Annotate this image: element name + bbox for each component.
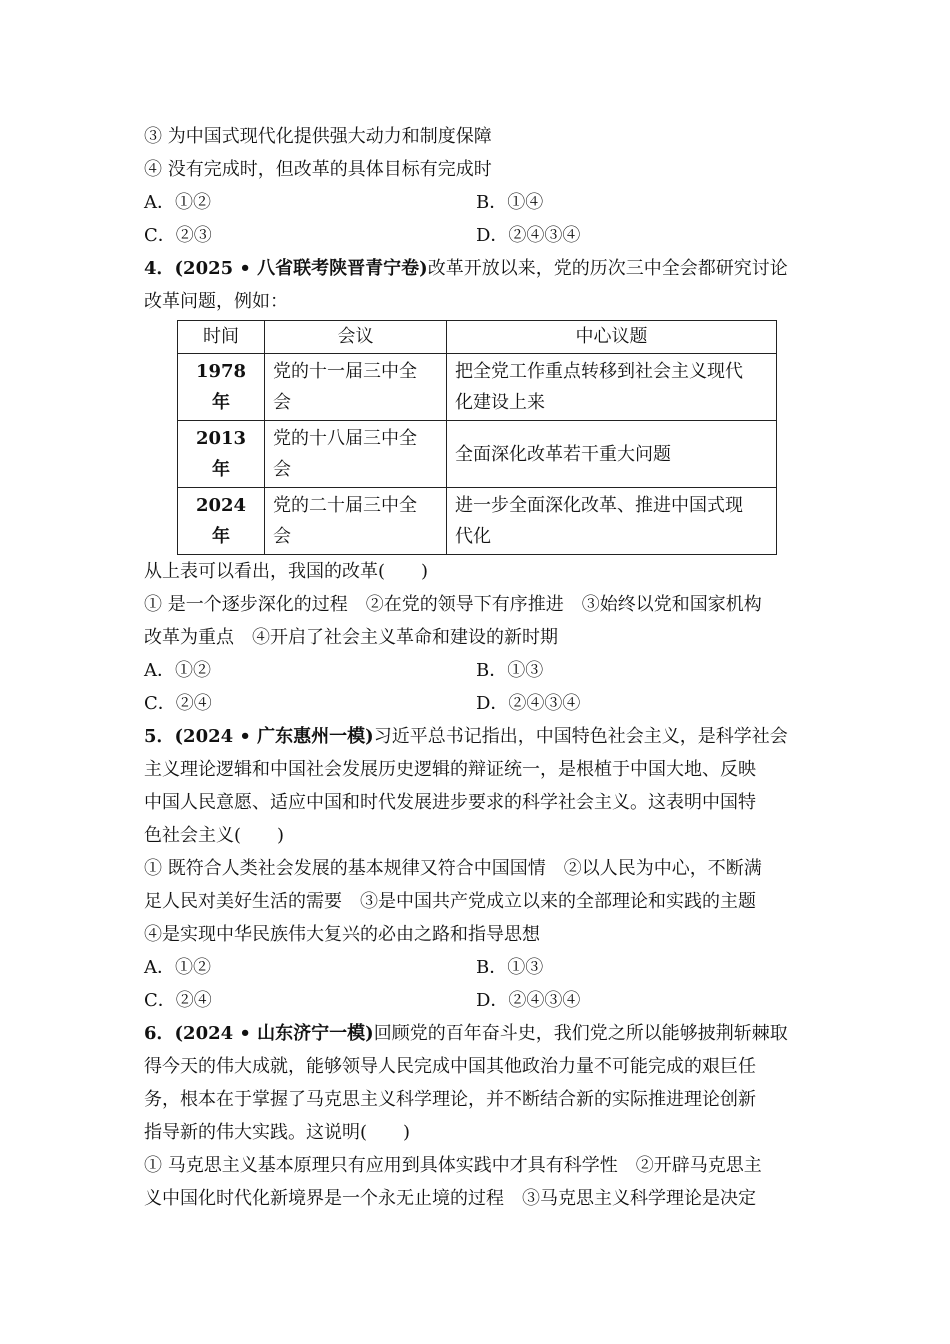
- q6-stem-line-3: 务，根本在于掌握了马克思主义科学理论，并不断结合新的实际推进理论创新: [144, 1089, 756, 1110]
- q4-row3-year: 2024 年: [178, 488, 265, 555]
- q4-header-time: 时间: [178, 321, 265, 354]
- q4-row3-meeting-l2: 会: [273, 526, 291, 547]
- q3-option-a[interactable]: A．①②: [144, 192, 211, 213]
- q4-items-line-2: 改革为重点 ④开启了社会主义革命和建设的新时期: [144, 627, 558, 648]
- q4-options-row-2: [144, 687, 808, 720]
- q4-row2-topic: 全面深化改革若干重大问题: [447, 421, 777, 488]
- table-row: [178, 488, 777, 555]
- q4-row3-topic: [447, 488, 777, 555]
- q5-options-row-1: [144, 951, 808, 984]
- q4-row1-meeting-l1: 党的十一届三中全: [273, 361, 417, 382]
- q3-option-b[interactable]: B．①④: [476, 192, 544, 213]
- q4-stem-text: 改革开放以来，党的历次三中全会都研究讨论: [427, 258, 788, 279]
- q5-items-line-3: ④是实现中华民族伟大复兴的必由之路和指导思想: [144, 924, 540, 945]
- question-content: [144, 120, 808, 1215]
- q4-row1-year: 1978 年: [178, 354, 265, 421]
- q4-option-c[interactable]: C．②④: [144, 693, 212, 714]
- q4-row1-meeting-l2: 会: [273, 392, 291, 413]
- q4-items-line-1: ① 是一个逐步深化的过程 ②在党的领导下有序推进 ③始终以党和国家机构: [144, 594, 762, 615]
- q4-table: [177, 320, 777, 555]
- q5-items-line-1: ① 既符合人类社会发展的基本规律又符合中国国情 ②以人民为中心，不断满: [144, 858, 762, 879]
- q4-row2-meeting: [265, 421, 447, 488]
- q4-question: 从上表可以看出，我国的改革( ): [144, 561, 429, 582]
- q4-source: (2025 • 八省联考陕晋青宁卷): [174, 258, 428, 279]
- q5-options-row-2: [144, 984, 808, 1017]
- table-row: [178, 421, 777, 488]
- q6-stem-line-4: 指导新的伟大实践。这说明( ): [144, 1122, 411, 1143]
- q5-option-b[interactable]: B．①③: [476, 957, 544, 978]
- q4-options-row-1: [144, 654, 808, 687]
- q4-row2-year: 2013 年: [178, 421, 265, 488]
- q4-row1-topic: [447, 354, 777, 421]
- q3-item-4: ④ 没有完成时，但改革的具体目标有完成时: [144, 159, 492, 180]
- q3-item-3: ③ 为中国式现代化提供强大动力和制度保障: [144, 126, 492, 147]
- q4-row2-meeting-l1: 党的十八届三中全: [273, 428, 417, 449]
- q4-row3-topic-l1: 进一步全面深化改革、推进中国式现: [455, 495, 743, 516]
- q4-table-header-row: [178, 321, 777, 354]
- q5-option-a[interactable]: A．①②: [144, 957, 211, 978]
- q4-row1-topic-l2: 化建设上来: [455, 392, 545, 413]
- q6-stem-text: 回顾党的百年奋斗史，我们党之所以能够披荆斩棘取: [373, 1023, 788, 1044]
- q6-stem-line-2: 得今天的伟大成就，能够领导人民完成中国其他政治力量不可能完成的艰巨任: [144, 1056, 756, 1077]
- q4-option-b[interactable]: B．①③: [476, 660, 544, 681]
- table-row: [178, 354, 777, 421]
- q4-number: 4．: [144, 258, 175, 279]
- q6-items-line-2: 义中国化时代化新境界是一个永无止境的过程 ③马克思主义科学理论是决定: [144, 1188, 756, 1209]
- q6-source: (2024 • 山东济宁一模): [174, 1023, 374, 1044]
- q6-stem-line-1: [144, 1017, 808, 1050]
- q4-row3-meeting: [265, 488, 447, 555]
- q6-number: 6．: [144, 1023, 175, 1044]
- q4-row3-meeting-l1: 党的二十届三中全: [273, 495, 417, 516]
- q3-option-d[interactable]: D．②④③④: [476, 225, 581, 246]
- q3-option-c[interactable]: C．②③: [144, 225, 212, 246]
- q4-row3-topic-l2: 代化: [455, 526, 491, 547]
- q4-row1-topic-l1: 把全党工作重点转移到社会主义现代: [455, 361, 743, 382]
- q4-header-meeting: 会议: [265, 321, 447, 354]
- q5-option-c[interactable]: C．②④: [144, 990, 212, 1011]
- q4-row1-meeting: [265, 354, 447, 421]
- q5-stem-line-2: 主义理论逻辑和中国社会发展历史逻辑的辩证统一，是根植于中国大地、反映: [144, 759, 756, 780]
- q4-stem-line-1: [144, 252, 808, 285]
- q5-items-line-2: 足人民对美好生活的需要 ③是中国共产党成立以来的全部理论和实践的主题: [144, 891, 756, 912]
- q6-items-line-1: ① 马克思主义基本原理只有应用到具体实践中才具有科学性 ②开辟马克思主: [144, 1155, 762, 1176]
- q5-source: (2024 • 广东惠州一模): [174, 726, 374, 747]
- q5-number: 5．: [144, 726, 175, 747]
- q4-option-a[interactable]: A．①②: [144, 660, 211, 681]
- q4-header-topic: 中心议题: [447, 321, 777, 354]
- q5-option-d[interactable]: D．②④③④: [476, 990, 581, 1011]
- q4-stem-line-2: 改革问题，例如：: [144, 291, 288, 312]
- q5-stem-line-1: [144, 720, 808, 753]
- q4-option-d[interactable]: D．②④③④: [476, 693, 581, 714]
- q4-row2-meeting-l2: 会: [273, 459, 291, 480]
- q5-stem-text: 习近平总书记指出，中国特色社会主义，是科学社会: [373, 726, 788, 747]
- q5-stem-line-4: 色社会主义( ): [144, 825, 285, 846]
- q5-stem-line-3: 中国人民意愿、适应中国和时代发展进步要求的科学社会主义。这表明中国特: [144, 792, 756, 813]
- q3-options-row-1: [144, 186, 808, 219]
- q3-options-row-2: [144, 219, 808, 252]
